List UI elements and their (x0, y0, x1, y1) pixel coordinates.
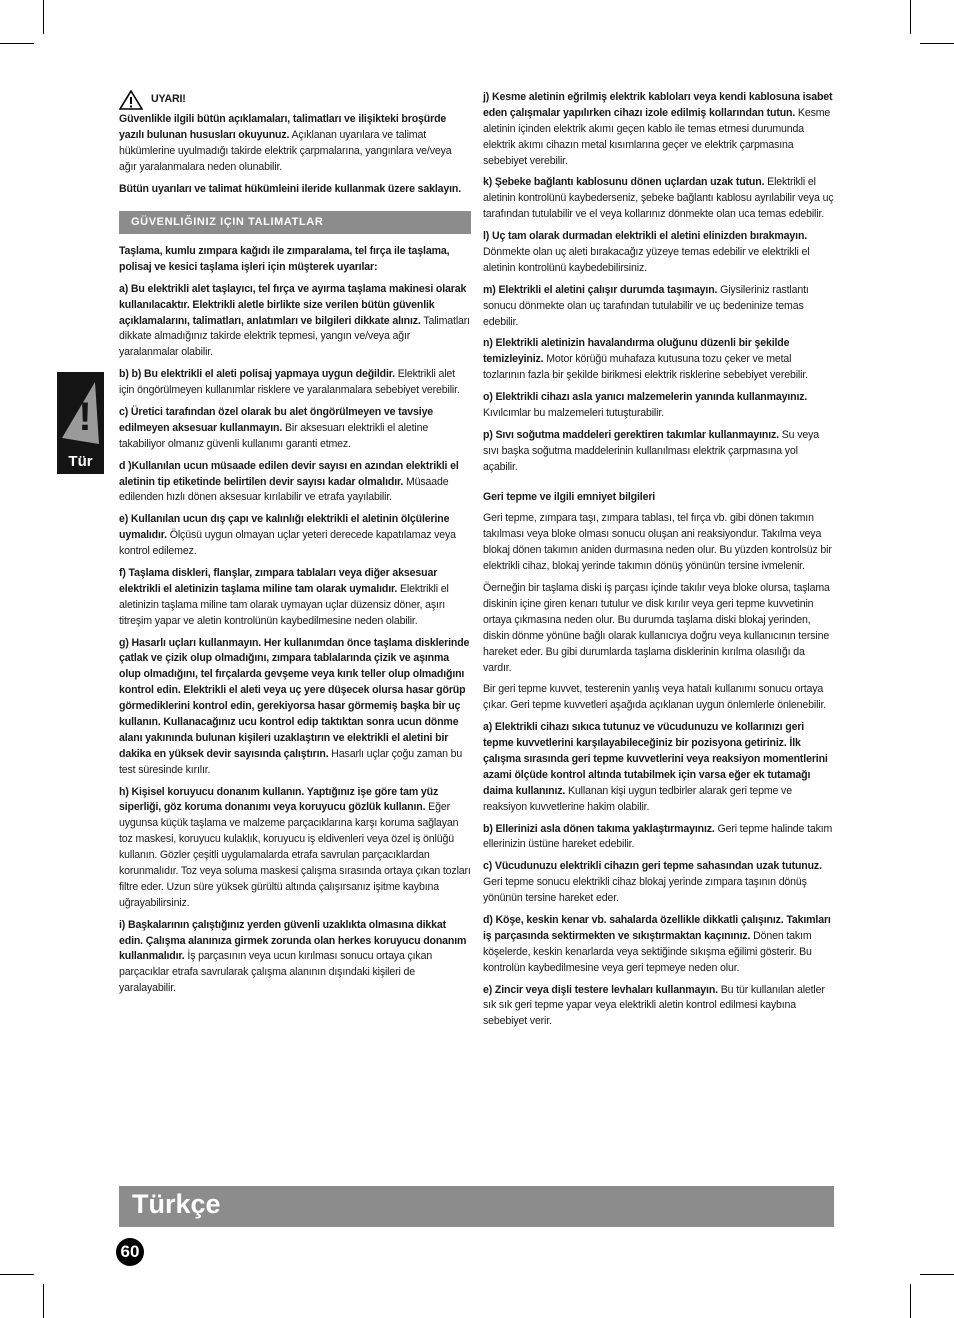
side-tab-label: Tür (68, 453, 93, 470)
instruction-item: c) Üretici tarafından özel olarak bu alet öngörülmeyen ve tavsiye edilmeyen aksesuar kullanmayın. Bir aksesuarı elektrikli el aletine takabiliyor olmanız güvenli kullanımı garanti etmez. (119, 405, 434, 450)
crop-mark (0, 1274, 34, 1275)
crop-mark (43, 1284, 44, 1318)
kickback-item: d) Köşe, keskin kenar vb. sahalarda özellikle dikkatli çalışınız. Takımları iş parçasında sektirmekten ve sıkıştırmaktan kaçınınız. Dönen takım köşelerde, keskin kenarlarda veya sektiğinde sıkışma eğilimi gösterir. Bu kontrolün kaybedilmesine veya geri tepmeye neden olur. (483, 913, 831, 974)
instruction-item: o) Elektrikli cihazı asla yanıcı malzemelerin yanında kullanmayınız. Kıvılcımlar bu malzemeleri tutuşturabilir. (483, 391, 808, 420)
warning-paragraph: Bütün uyarıları ve talimat hükümleini ileride kullanmak üzere saklayın. (119, 182, 462, 195)
instruction-item: m) Elektrikli el aletini çalışır durumda taşımayın. Giysileriniz rastlantı sonucu dönmekte olan uç tarafından tutulabilir ve uç bedeninize temas edebilir. (483, 283, 809, 328)
instruction-item: h) Kişisel koruyucu donanım kullanın. Yaptığınız işe göre tam yüz siperliği, göz koruma donanımı veya koruyucu gözlük kullanın. Eğer uygunsa küçük taşlama ve malzeme parçacıklarına karşı koruma sağlayan toz maskesi, koruyucu kulaklık, koruyucu iş eldivenleri veya özel iş önlüğü kullanın. Gözler çeşitli uygulamalarda etrafa savrulan parçacıklardan korunmalıdır. Toz veya soluma maskesi çalışma sırasında ortaya çıkan tozları filtre eder. Uzun süre yüksek gürültü altında çalışırsanız işitme kaybına uğrayabilirsiniz. (119, 785, 471, 909)
kickback-paragraph: Öerneğin bir taşlama diski iş parçası içinde takılır veya bloke olursa, taşlama diskinin içine giren kenarı tutulur ve disk kırılır veya geri tepme kuvvetinin ortaya çıkmasına neden olur. Bu durumda taşlama diski blokaj yerinden, diskin dönme yönüne bağlı olarak kullanıcıya doğru veya kullanıcının tersine hareket eder. Bu gibi durumlarda taşlama disklerinin kırılma olasılığı da vardır. (483, 582, 830, 674)
svg-text:!: ! (78, 395, 92, 439)
kickback-item: a) Elektrikli cihazı sıkıca tutunuz ve vücudunuzu ve kollarınızı geri tepme kuvvetlerini karşılayabileceğiniz bir pozisyona getiriniz. İlk çalışma sırasında geri tepme kuvvetlerini veya reaksiyon momentlerini azami ölçüde kontrol altında tutabilmek için varsa eğer ek tutamağı daima kullanınız. Kullanan kişi uygun tedbirler alarak geri tepme ve reaksiyon kuvvetlerine hakim olabilir. (483, 721, 828, 813)
kickback-heading: Geri tepme ve ilgili emniyet bilgileri (483, 490, 656, 503)
instruction-item: n) Elektrikli aletinizin havalandırma oluğunu düzenli bir şekilde temizleyiniz. Motor körüğü muhafaza kutusuna tozu çeker ve metal tozlarının fazla bir şekilde birikmesi elektrik risklerine sebebiyet verebilir. (483, 337, 808, 382)
language-footer-bar (119, 1186, 834, 1227)
instruction-item: p) Sıvı soğutma maddeleri gerektiren takımlar kullanmayınız. Su veya sıvı başka soğutma maddelerinin kullanılması elektrik çarpmasına yol açabilir. (483, 428, 819, 473)
warning-title: UYARI! (151, 93, 186, 106)
left-column (119, 90, 471, 1003)
instruction-item: k) Şebeke bağlantı kablosunu dönen uçlardan uzak tutun. Elektrikli el aletinin kontrolünü kaybederseniz, şebeke bağlantı kablosu ayrılabilir veya uç tarafından tutulabilir ve el veya kollarınız dönmekte olan uca temas edebilir. (483, 176, 834, 221)
crop-mark (920, 43, 954, 44)
instruction-item: j) Kesme aletinin eğrilmiş elektrik kabloları veya kendi kablosuna isabet eden çalışmalar yapılırken cihazı izole edilmiş kollarından tutun. Kesme aletinin içinden elektrik akımı geçen kablo ile temas etmesi durumunda elektrik akımı cihazın metal kısımlarına geçer ve elektrik çarpmasına sebebiyet verebilir. (483, 91, 833, 167)
section-heading: GÜVENLIĞINIZ IÇIN TALIMATLAR (119, 211, 471, 234)
instruction-item: i) Başkalarının çalıştığınız yerden güvenli uzaklıkta olmasına dikkat edin. Çalışma alanınıza girmek zorunda olan herkes koruyucu donanım kullanmalıdır. İş parçasının veya ucun kırılması sonucu ortaya çıkan parçacıklar etrafa savrularak çalışma alanının dışındaki kişileri de yaralayabilir. (119, 918, 467, 995)
kickback-item: e) Zincir veya dişli testere levhaları kullanmayın. Bu tür kullanılan aletler sık sık geri tepme yapar veya elektrikli aletin kontrol edilmesi kaybına sebebiyet verir. (483, 983, 825, 1028)
instruction-item: l) Uç tam olarak durmadan elektrikli el aletini elinizden bırakmayın. Dönmekte olan uç aleti bırakacağız yüzeye temas edebilir ve elektrikli el aletinin kontrolünü kaybedebilirsiniz. (483, 230, 810, 274)
intro-paragraph: Taşlama, kumlu zımpara kağıdı ile zımparalama, tel fırça ile taşlama, polisaj ve kesici taşlama işleri için müşterek uyarılar: (119, 244, 450, 273)
kickback-paragraph: Bir geri tepme kuvvet, testerenin yanlış veya hatalı kullanımı sonucu ortaya çıkar. Geri tepme kuvvetleri aşağıda açıklanan uygun önlemlerle önlenebilir. (483, 683, 827, 712)
crop-mark (920, 1274, 954, 1275)
instruction-item: d )Kullanılan ucun müsaade edilen devir sayısı en azından elektrikli el aletinin tip etiketinde belirtilen devir sayısı kadar olmalıdır. Müsaade edilenden hızlı dönen aksesuar kırılabilir ve etrafa yayılabilir. (119, 459, 459, 504)
kickback-item: c) Vücudunuzu elektrikli cihazın geri tepme sahasından uzak tutunuz. Geri tepme sonucu elektrikli cihaz blokaj yerinde zımpara taşının dönüş yönünün tersine hareket eder. (483, 860, 822, 905)
warning-icon (60, 378, 101, 448)
crop-mark (910, 0, 911, 34)
page-number: 60 (116, 1238, 144, 1266)
kickback-paragraph: Geri tepme, zımpara taşı, zımpara tablası, tel fırça vb. gibi dönen takımın takılması veya bloke olması sonucu oluşan ani reaksiyondur. Takılma veya blokaj dönen takımın aniden durmasına neden olur. Bu yüzden kontrolsüz bir elektrikli cihaz, blokaj yerinde takımın dönüş yönünün tersine ivmelenir. (483, 512, 832, 573)
warning-triangle-icon (119, 90, 143, 110)
right-column (483, 90, 835, 1036)
instruction-item: b) b) Bu elektrikli el aleti polisaj yapmaya uygun değildir. Elektrikli alet için öngörülmeyen kullanımlar risklere ve yaralanmalara sebebiyet verebilir. (119, 368, 460, 397)
footer-language-title: Türkçe (132, 1189, 221, 1219)
instruction-item: f) Taşlama diskleri, flanşlar, zımpara tablaları veya diğer aksesuar elektrikli el aletinizin taşlama miline tam olarak uymalıdır. Elektrikli el aletinizin taşlama miline tam olarak uymayan uçlar düzensiz döner, aşırı titreşim yapar ve aletin kontrolünün kaybedilmesine neden olabilir. (119, 566, 449, 627)
kickback-item: b) Ellerinizi asla dönen takıma yaklaştırmayınız. Geri tepme halinde takım ellerinizin üstüne hareket edebilir. (483, 822, 833, 851)
instruction-item: e) Kullanılan ucun dış çapı ve kalınlığı elektrikli el aletinin ölçülerine uymalıdır. Ölçüsü uygun olmayan uçlar yeteri derecede kapatılamaz veya kontrol edilemez. (119, 513, 456, 558)
instruction-item: g) Hasarlı uçları kullanmayın. Her kullanımdan önce taşlama disklerinde çatlak ve çizik olup olmadığını, zımpara tablalarında çizik ve aşınma olup olmadığını, tel fırçalarda gevşeme veya kırık teller olup olmadığını kontrol edin. Elektrikli el aleti veya uç yere düşecek olursa hasar görüp görmediklerini kontrol edin, gerekiyorsa hasar görmemiş başka bir uç kullanın. Kullanacağınız ucu kontrol edip taktıktan sonra ucun dönme alanı yakınında bulunan kişileri uzaklaştırın ve elektrikli el aletini bir dakika en yüksek devir sayısında çalıştırın. Hasarlı uçlar çoğu zaman bu test süresinde kırılır. (119, 636, 470, 776)
instruction-item: a) Bu elektrikli alet taşlayıcı, tel fırça ve ayırma taşlama makinesi olarak kullanılacaktır. Elektrikli aletle birlikte size verilen bütün güvenlik açıklamalarını, talimatları, anlatımları ve bilgileri dikkate alınız. Talimatları dikkate almadığınız takirde elektrik tepmesi, yangın ve/veya ağır yaralanmalar olabilir. (119, 282, 470, 359)
crop-mark (910, 1284, 911, 1318)
language-side-tab (57, 372, 104, 474)
warning-paragraph: Güvenlikle ilgili bütün açıklamaları, talimatları ve ilişikteki broşürde yazılı bulunan hususları okuyunuz. Açıklanan uyarılara ve talimat hükümlerine uyulmadığı takirde elektrik çarpmalarına, yangınlara ve/veya ağır yaralanmalara neden olunabilir. (119, 113, 452, 173)
crop-mark (43, 0, 44, 34)
crop-mark (0, 43, 34, 44)
warning-heading (119, 90, 471, 110)
